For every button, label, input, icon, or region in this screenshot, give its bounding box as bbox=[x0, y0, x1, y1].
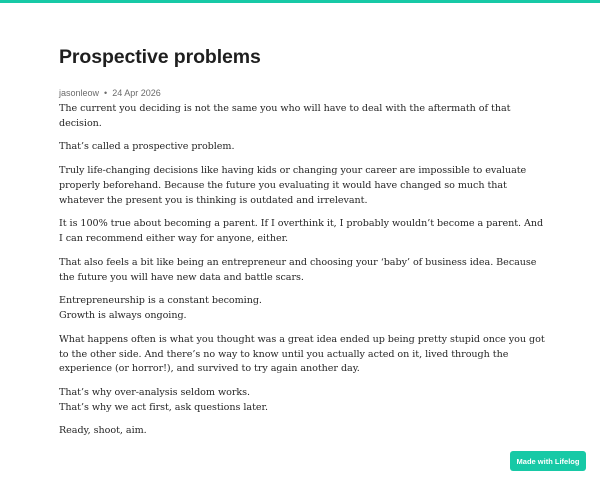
paragraph-line: Truly life-changing decisions like having kids or changing your career are impossible to evaluate properly beforehand. Because the future you evaluating it would have changed so much that whatever the present you is thinking is outdated and irrelevant. bbox=[59, 165, 527, 206]
post-paragraph bbox=[59, 102, 549, 131]
paragraph-line: It is 100% true about becoming a parent. If I overthink it, I probably wouldn’t become a parent. And I can recommend either way for anyone, either. bbox=[59, 218, 544, 245]
paragraph-line: Growth is always ongoing. bbox=[59, 310, 187, 322]
meta-separator: • bbox=[104, 88, 108, 98]
top-accent-bar bbox=[0, 0, 600, 3]
paragraph-line: That’s why we act first, ask questions later. bbox=[59, 401, 268, 413]
post-paragraph bbox=[59, 294, 549, 323]
post-paragraph bbox=[59, 164, 549, 208]
made-with-lifelog-button[interactable]: Made with Lifelog bbox=[510, 451, 586, 471]
post-paragraph bbox=[59, 386, 549, 415]
paragraph-line: What happens often is what you thought was a great idea ended up being pretty stupid once you got to the other side. And there’s no way to know until you actually acted on it, lived through the experience (or horror!), and survived to try again another day. bbox=[59, 333, 545, 375]
post-paragraph bbox=[59, 217, 549, 246]
post-paragraph bbox=[59, 333, 549, 377]
post-paragraph bbox=[59, 256, 549, 285]
post-body bbox=[59, 102, 549, 439]
post-meta bbox=[59, 87, 549, 99]
paragraph-line: That also feels a bit like being an entrepreneur and choosing your ‘baby’ of business idea. Because the future you will have new data and battle scars. bbox=[59, 256, 537, 283]
post-paragraph bbox=[59, 424, 549, 439]
paragraph-line: The current you deciding is not the same you who will have to deal with the aftermath of that decision. bbox=[59, 103, 511, 129]
paragraph-line: Ready, shoot, aim. bbox=[59, 425, 147, 437]
post-title: Prospective problems bbox=[59, 46, 261, 68]
post-author[interactable]: jasonleow bbox=[59, 88, 100, 98]
post-article bbox=[59, 44, 549, 448]
post-paragraph bbox=[59, 140, 549, 155]
post-date: 24 Apr 2026 bbox=[112, 88, 161, 98]
paragraph-line: That’s called a prospective problem. bbox=[59, 141, 235, 153]
paragraph-line: That’s why over-analysis seldom works. bbox=[59, 386, 251, 398]
paragraph-line: Entrepreneurship is a constant becoming. bbox=[59, 295, 262, 307]
